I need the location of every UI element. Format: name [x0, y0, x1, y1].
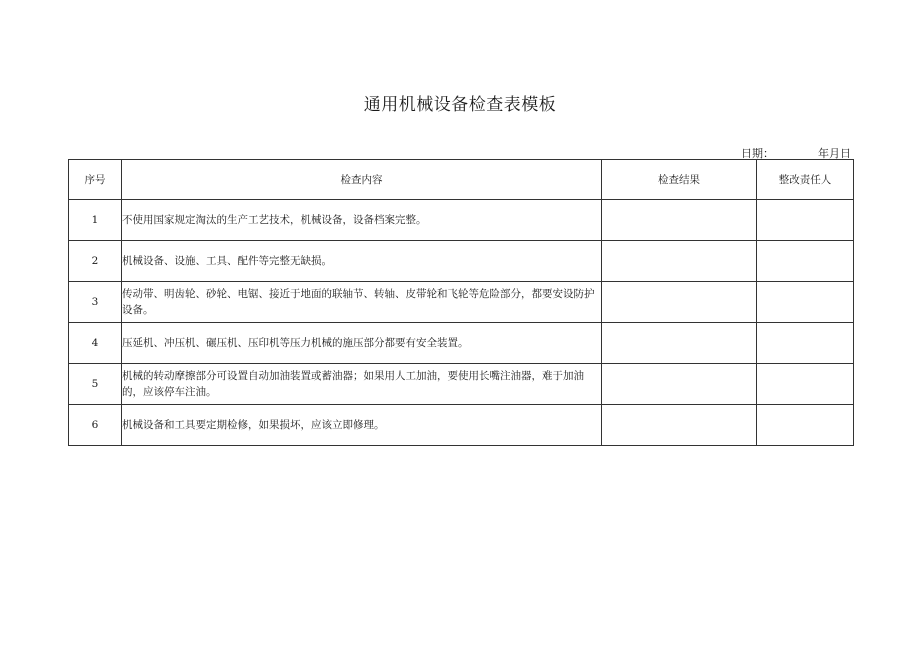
row-result-cell[interactable]	[602, 364, 757, 405]
row-result-cell[interactable]	[602, 323, 757, 364]
header-no: 序号	[69, 160, 122, 200]
row-responsible-cell[interactable]	[757, 241, 854, 282]
row-number: 5	[69, 364, 122, 405]
row-responsible-cell[interactable]	[757, 364, 854, 405]
date-label: 日期：	[741, 147, 774, 160]
table-header-row	[69, 160, 854, 200]
header-content: 检查内容	[122, 160, 602, 200]
header-result: 检查结果	[602, 160, 757, 200]
table-row	[69, 364, 854, 405]
row-result-cell[interactable]	[602, 405, 757, 446]
table-row	[69, 282, 854, 323]
row-content: 压延机、冲压机、碾压机、压印机等压力机械的施压部分都要有安全装置。	[122, 323, 602, 364]
row-result-cell[interactable]	[602, 241, 757, 282]
row-number: 1	[69, 200, 122, 241]
row-number: 4	[69, 323, 122, 364]
row-content: 传动带、明齿轮、砂轮、电锯、接近于地面的联轴节、转轴、皮带轮和飞轮等危险部分，都要安设防护设备。	[122, 282, 602, 323]
row-content: 机械的转动摩擦部分可设置自动加油装置或蓄油器；如果用人工加油，要使用长嘴注油器，难于加油的，应该停车注油。	[122, 364, 602, 405]
row-result-cell[interactable]	[602, 200, 757, 241]
date-line	[68, 145, 853, 159]
row-content: 不使用国家规定淘汰的生产工艺技术，机械设备，设备档案完整。	[122, 200, 602, 241]
date-value: 年月日	[818, 147, 851, 160]
inspection-table	[68, 159, 854, 446]
row-responsible-cell[interactable]	[757, 282, 854, 323]
row-responsible-cell[interactable]	[757, 200, 854, 241]
row-number: 2	[69, 241, 122, 282]
table-row	[69, 200, 854, 241]
row-responsible-cell[interactable]	[757, 323, 854, 364]
row-result-cell[interactable]	[602, 282, 757, 323]
row-number: 6	[69, 405, 122, 446]
table-row	[69, 405, 854, 446]
row-content: 机械设备、设施、工具、配件等完整无缺损。	[122, 241, 602, 282]
document-title: 通用机械设备检查表模板	[363, 95, 557, 115]
header-responsible: 整改责任人	[757, 160, 854, 200]
row-content: 机械设备和工具要定期检修，如果损坏，应该立即修理。	[122, 405, 602, 446]
table-row	[69, 323, 854, 364]
row-responsible-cell[interactable]	[757, 405, 854, 446]
table-row	[69, 241, 854, 282]
row-number: 3	[69, 282, 122, 323]
